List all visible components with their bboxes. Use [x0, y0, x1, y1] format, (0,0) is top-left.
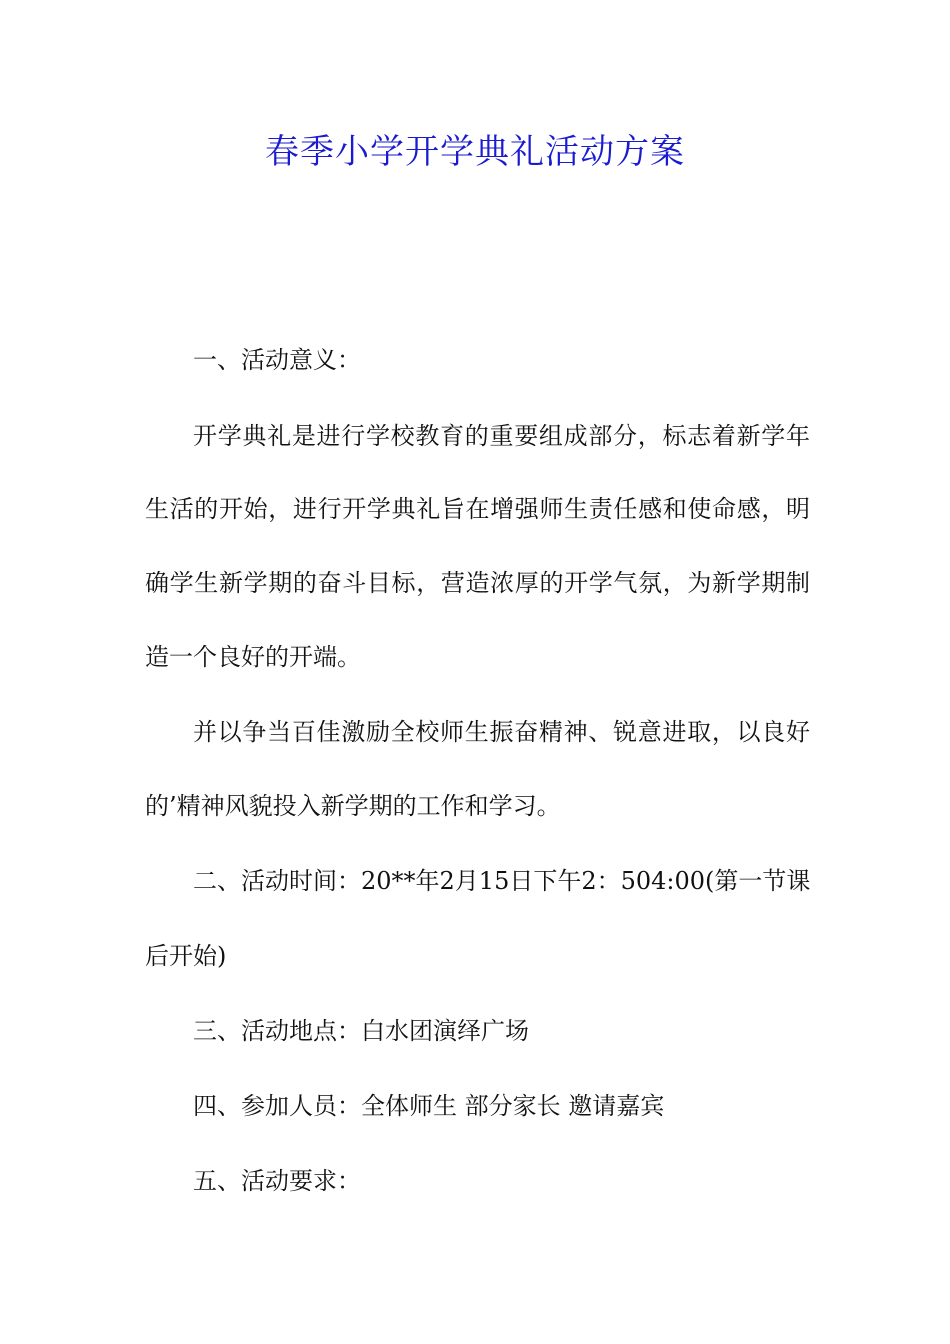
paragraph-line: 后开始)	[145, 942, 227, 970]
paragraph-line: 并以争当百佳激励全校师生振奋精神、锐意进取，以良好	[193, 718, 810, 746]
section-heading-participants: 四、参加人员：全体师生 部分家长 邀请嘉宾	[193, 1092, 665, 1120]
paragraph-line: 确学生新学期的奋斗目标，营造浓厚的开学气氛，为新学期制	[145, 569, 810, 597]
paragraph-line: 造一个良好的开端。	[145, 643, 361, 671]
section-heading-significance: 一、活动意义：	[193, 346, 361, 374]
document-title: 春季小学开学典礼活动方案	[265, 132, 685, 172]
section-heading-requirements: 五、活动要求：	[193, 1167, 361, 1195]
paragraph-line: 的’精神风貌投入新学期的工作和学习。	[145, 792, 561, 820]
section-heading-location: 三、活动地点：白水团演绎广场	[193, 1017, 529, 1045]
paragraph-line: 生活的开始，进行开学典礼旨在增强师生责任感和使命感，明	[145, 495, 810, 523]
paragraph-line: 开学典礼是进行学校教育的重要组成部分，标志着新学年	[193, 422, 810, 450]
section-heading-time: 二、活动时间：20**年2月15日下午2：504:00(第一节课	[193, 867, 811, 895]
